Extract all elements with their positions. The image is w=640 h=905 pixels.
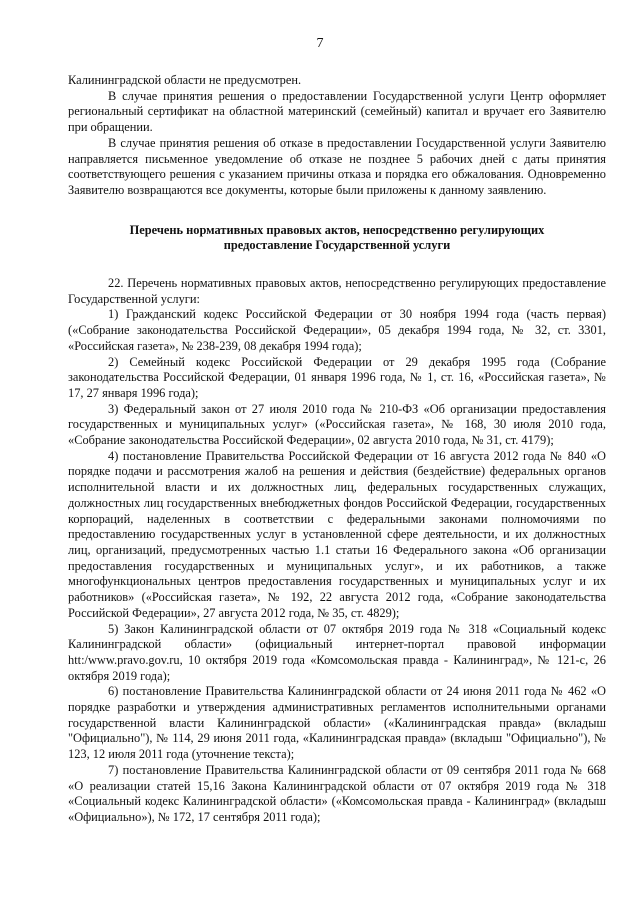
- clause-22: 22. Перечень нормативных правовых актов, непосредственно регулирующих предоставление Государственной услуги:: [68, 276, 606, 306]
- list-item: 5) Закон Калининградской области от 07 октября 2019 года № 318 «Социальный кодекс Калининградской области» (официальный интернет-портал правовой информации htt:/www.pravo.gov.ru, 10 октября 2019 года «Комсомольская правда - Калининград», № 121-с, 26 октября 2019 года);: [68, 621, 606, 683]
- paragraph-certificate: В случае принятия решения о предоставлении Государственной услуги Центр оформляет региональный сертификат на областной материнский (семейный) капитал и вручает его Заявителю при обращении.: [68, 88, 606, 135]
- paragraph-continuation: Калининградской области не предусмотрен.: [68, 73, 302, 87]
- section-heading: Перечень нормативных правовых актов, непосредственно регулирующих предоставление Государственной услуги: [129, 222, 545, 253]
- list-item: 3) Федеральный закон от 27 июля 2010 года № 210-ФЗ «Об организации предоставления государственных и муниципальных услуг» («Российская газета», № 168, 30 июля 2010 года, «Собрание законодательства Российской Федерации», 02 августа 2010 года, № 31, ст. 4179);: [68, 401, 606, 448]
- list-item: 2) Семейный кодекс Российской Федерации от 29 декабря 1995 года (Собрание законодательства Российской Федерации, 01 января 1996 года, № 1, ст. 16, «Российская газета», № 17, 27 января 1996 года);: [68, 354, 606, 400]
- list-item: 1) Гражданский кодекс Российской Федерации от 30 ноября 1994 года (часть первая) («Собрание законодательства Российской Федерации», 05 декабря 1994 года, № 32, ст. 3301, «Российская газета», № 238-239, 08 декабря 1994 года);: [68, 307, 606, 353]
- paragraph-refusal: В случае принятия решения об отказе в предоставлении Государственной услуги Заявителю направляется письменное уведомление об отказе не позднее 5 рабочих дней с даты принятия соответствующего решения с указанием причины отказа и порядка его обжалования. Одновременно Заявителю возвращаются все документы, которые были приложены к данному заявлению.: [68, 135, 606, 197]
- list-item: 6) постановление Правительства Калининградской области от 24 июня 2011 года № 462 «О порядке разработки и утверждения административных регламентов исполнительными органами государственной власти Калининградской области» («Калининградская правда» (вкладыш "Официально"), № 114, 29 июня 2011 года, «Калининградская правда» (вкладыш "Официально"), № 123, 12 июля 2011 года (уточнение текста);: [68, 684, 606, 762]
- document-body: [68, 73, 606, 826]
- page-number: 7: [316, 36, 324, 51]
- list-item: 7) постановление Правительства Калининградской области от 09 сентября 2011 года № 668 «О реализации статей 15,16 Закона Калининградской области от 07 октября 2019 года № 318 «Социальный кодекс Калининградской области» («Комсомольская правда - Калининград» (вкладыш «Официально»), № 172, 17 сентября 2011 года);: [68, 762, 606, 824]
- list-item: 4) постановление Правительства Российской Федерации от 16 августа 2012 года № 840 «О порядке подачи и рассмотрения жалоб на решения и действия (бездействие) федеральных органов исполнительной власти и их должностных лиц, федеральных государственных служащих, должностных лиц государственных внебюджетных фондов Российской Федерации, государственных корпораций, наделенных в соответствии с федеральными законами полномочиями по предоставлению государственных услуг в установленной сфере деятельности, и их должностных лиц, организаций, предусмотренных частью 1.1 статьи 16 Федерального закона «Об организации предоставления государственных и муниципальных услуг», и их работников, а также многофункциональных центров предоставления государственных и муниципальных услуг и их работников» («Российская газета», № 192, 22 августа 2012 года, «Собрание законодательства Российской Федерации», 27 августа 2012 года, № 35, ст. 4829);: [68, 448, 606, 620]
